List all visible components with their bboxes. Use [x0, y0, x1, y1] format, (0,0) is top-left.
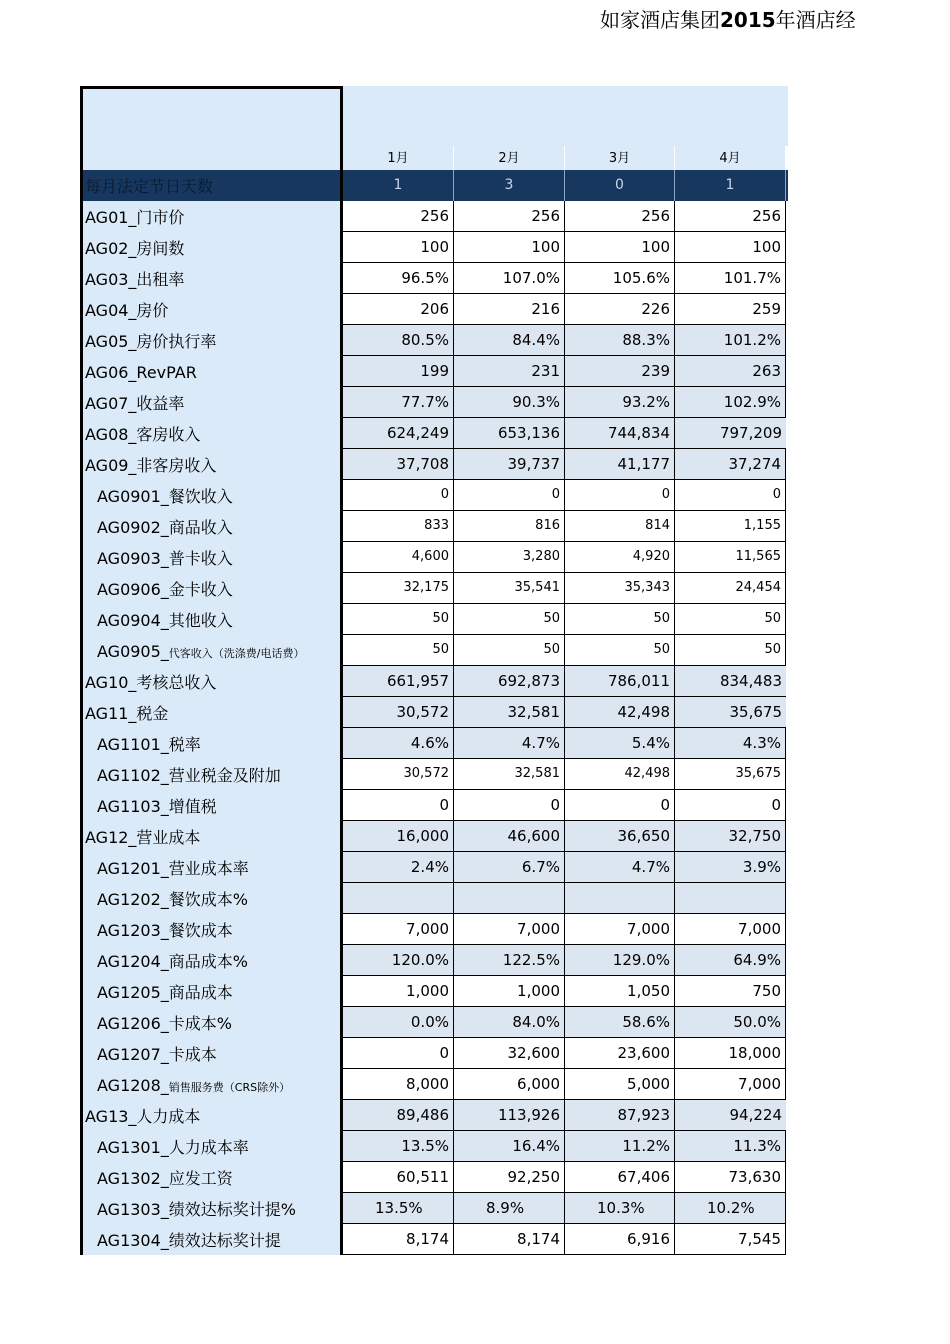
table-cell[interactable]: 84.0% — [454, 1007, 565, 1038]
table-cell[interactable]: 42,498 — [565, 697, 675, 728]
table-row — [80, 635, 788, 666]
table-cell[interactable]: 50 — [675, 604, 786, 635]
table-cell[interactable] — [675, 883, 786, 914]
table-row — [80, 294, 788, 325]
table-cell[interactable]: 0 — [454, 480, 565, 511]
table-row — [80, 1038, 788, 1069]
table-cell[interactable]: 107.0% — [454, 263, 565, 294]
row-label-text: AG07_收益率 — [85, 394, 185, 413]
table-cell[interactable]: 6.7% — [454, 852, 565, 883]
holiday-value[interactable]: 1 — [675, 170, 786, 201]
row-label[interactable] — [80, 356, 343, 387]
table-cell[interactable]: 10.3% — [565, 1193, 675, 1224]
table-cell[interactable]: 0.0% — [343, 1007, 454, 1038]
table-cell[interactable]: 50 — [675, 635, 786, 666]
row-label[interactable] — [80, 511, 343, 542]
table-cell[interactable]: 750 — [675, 976, 786, 1007]
row-label-text: AG0903_普卡收入 — [97, 549, 233, 568]
table-cell[interactable]: 100 — [454, 232, 565, 263]
row-label[interactable] — [80, 852, 343, 883]
table-cell[interactable]: 100 — [675, 232, 786, 263]
table-cell[interactable]: 30,572 — [343, 759, 454, 790]
header-label-cell[interactable] — [80, 86, 343, 146]
table-cell[interactable]: 41,177 — [565, 449, 675, 480]
row-label[interactable] — [80, 914, 343, 945]
table-cell[interactable]: 32,581 — [454, 759, 565, 790]
table-cell[interactable]: 199 — [343, 356, 454, 387]
row-label-text: AG0905_ — [97, 642, 169, 661]
row-label-text: AG1101_税率 — [97, 735, 201, 754]
table-cell[interactable]: 8,174 — [454, 1224, 565, 1255]
table-cell[interactable]: 42,498 — [565, 759, 675, 790]
row-label-text: AG11_税金 — [85, 704, 169, 723]
table-cell[interactable]: 50 — [565, 604, 675, 635]
table-cell[interactable]: 1,000 — [454, 976, 565, 1007]
table-cell[interactable]: 814 — [565, 511, 675, 542]
row-label[interactable] — [80, 976, 343, 1007]
table-cell[interactable]: 84.4% — [454, 325, 565, 356]
row-label[interactable] — [80, 666, 343, 697]
row-label-text: AG12_营业成本 — [85, 828, 201, 847]
row-label-text: AG1301_人力成本率 — [97, 1138, 249, 1157]
table-row — [80, 201, 788, 232]
row-label-text: AG05_房价执行率 — [85, 332, 217, 351]
table-cell[interactable]: 6,916 — [565, 1224, 675, 1255]
row-label[interactable] — [80, 697, 343, 728]
row-label-text: AG1204_商品成本% — [97, 952, 248, 971]
table-cell[interactable]: 786,011 — [565, 666, 675, 697]
row-label-text: AG06_RevPAR — [85, 363, 197, 382]
row-label-text: AG13_人力成本 — [85, 1107, 201, 1126]
table-row — [80, 883, 788, 914]
table-cell[interactable]: 797,209 — [675, 418, 786, 449]
row-label[interactable] — [80, 1100, 343, 1131]
table-cell[interactable]: 50 — [343, 604, 454, 635]
row-label[interactable] — [80, 418, 343, 449]
table-cell[interactable]: 0 — [454, 790, 565, 821]
row-label[interactable] — [80, 821, 343, 852]
table-cell[interactable]: 5.4% — [565, 728, 675, 759]
row-label[interactable] — [80, 1224, 343, 1255]
table-cell[interactable]: 100 — [565, 232, 675, 263]
table-cell[interactable]: 113,926 — [454, 1100, 565, 1131]
table-cell[interactable]: 94,224 — [675, 1100, 786, 1131]
row-label[interactable] — [80, 449, 343, 480]
row-label[interactable] — [80, 232, 343, 263]
table-cell[interactable]: 7,000 — [454, 914, 565, 945]
month-header[interactable]: 4月 — [675, 146, 786, 170]
row-label-text: AG0901_餐饮收入 — [97, 487, 233, 506]
table-cell[interactable]: 13.5% — [343, 1131, 454, 1162]
table-row — [80, 480, 788, 511]
table-cell[interactable]: 5,000 — [565, 1069, 675, 1100]
table-row — [80, 325, 788, 356]
table-row — [80, 852, 788, 883]
row-label-text: AG1303_绩效达标奖计提% — [97, 1200, 296, 1219]
table-cell[interactable]: 96.5% — [343, 263, 454, 294]
table-cell[interactable]: 105.6% — [565, 263, 675, 294]
table-cell[interactable]: 77.7% — [343, 387, 454, 418]
table-cell[interactable]: 4.7% — [454, 728, 565, 759]
table-cell[interactable]: 129.0% — [565, 945, 675, 976]
table-cell[interactable]: 0 — [343, 1038, 454, 1069]
table-row — [80, 1193, 788, 1224]
table-cell[interactable]: 32,600 — [454, 1038, 565, 1069]
table-cell[interactable]: 67,406 — [565, 1162, 675, 1193]
table-cell[interactable]: 18,000 — [675, 1038, 786, 1069]
table-row — [80, 1100, 788, 1131]
row-label-text: AG04_房价 — [85, 301, 169, 320]
table-cell[interactable]: 32,581 — [454, 697, 565, 728]
table-cell[interactable]: 6,000 — [454, 1069, 565, 1100]
holiday-value[interactable]: 0 — [565, 170, 675, 201]
table-cell[interactable]: 58.6% — [565, 1007, 675, 1038]
table-cell[interactable]: 256 — [565, 201, 675, 232]
table-cell[interactable]: 101.7% — [675, 263, 786, 294]
table-cell[interactable]: 11.2% — [565, 1131, 675, 1162]
table-row — [80, 945, 788, 976]
table-cell[interactable]: 259 — [675, 294, 786, 325]
table-cell[interactable]: 93.2% — [565, 387, 675, 418]
holiday-value[interactable]: 3 — [454, 170, 565, 201]
row-label[interactable] — [80, 480, 343, 511]
title-text: 如家酒店集团 — [600, 8, 720, 32]
table-cell[interactable] — [454, 883, 565, 914]
row-label-text: AG1201_营业成本率 — [97, 859, 249, 878]
row-label[interactable] — [80, 542, 343, 573]
table-row — [80, 387, 788, 418]
row-label-text: AG1102_营业税金及附加 — [97, 766, 281, 785]
row-label-text: AG09_非客房收入 — [85, 456, 217, 475]
table-row — [80, 263, 788, 294]
table-cell[interactable]: 24,454 — [675, 573, 786, 604]
table-cell[interactable]: 1,050 — [565, 976, 675, 1007]
row-label[interactable] — [80, 201, 343, 232]
table-cell[interactable]: 4,920 — [565, 542, 675, 573]
table-row — [80, 697, 788, 728]
table-cell[interactable]: 35,343 — [565, 573, 675, 604]
table-row — [80, 976, 788, 1007]
table-cell[interactable]: 1,155 — [675, 511, 786, 542]
table-cell[interactable]: 32,175 — [343, 573, 454, 604]
row-label-text: AG1206_卡成本% — [97, 1014, 232, 1033]
row-label-text: AG1103_增值税 — [97, 797, 217, 816]
month-header[interactable]: 1月 — [343, 146, 454, 170]
table-cell[interactable]: 46,600 — [454, 821, 565, 852]
table-cell[interactable]: 37,708 — [343, 449, 454, 480]
table-cell[interactable]: 16,000 — [343, 821, 454, 852]
table-cell[interactable]: 624,249 — [343, 418, 454, 449]
table-row — [80, 1162, 788, 1193]
table-cell[interactable]: 87,923 — [565, 1100, 675, 1131]
title-suffix: 年酒店经 — [775, 8, 856, 32]
table-row — [80, 449, 788, 480]
holiday-value[interactable]: 1 — [343, 170, 454, 201]
table-row — [80, 914, 788, 945]
row-label[interactable] — [80, 635, 343, 666]
title-year: 2015 — [720, 8, 776, 32]
table-cell[interactable]: 50.0% — [675, 1007, 786, 1038]
table-cell[interactable]: 256 — [454, 201, 565, 232]
month-header-label-cell[interactable] — [80, 146, 343, 170]
table-cell[interactable]: 8.9% — [454, 1193, 565, 1224]
row-label[interactable] — [80, 728, 343, 759]
table-row — [80, 232, 788, 263]
row-label-text: AG10_考核总收入 — [85, 673, 217, 692]
row-label-text: AG1202_餐饮成本% — [97, 890, 248, 909]
table-cell[interactable]: 7,000 — [565, 914, 675, 945]
table-cell[interactable]: 32,750 — [675, 821, 786, 852]
table-row — [80, 790, 788, 821]
table-cell[interactable]: 4.7% — [565, 852, 675, 883]
table-row — [80, 356, 788, 387]
table-cell[interactable]: 50 — [343, 635, 454, 666]
table-cell[interactable]: 73,630 — [675, 1162, 786, 1193]
row-label[interactable] — [80, 945, 343, 976]
month-header[interactable]: 2月 — [454, 146, 565, 170]
table-cell[interactable]: 92,250 — [454, 1162, 565, 1193]
table-cell[interactable]: 90.3% — [454, 387, 565, 418]
table-cell[interactable]: 50 — [454, 604, 565, 635]
table-cell[interactable]: 39,737 — [454, 449, 565, 480]
holiday-row — [80, 170, 788, 201]
table-cell[interactable]: 833 — [343, 511, 454, 542]
table-cell[interactable]: 13.5% — [343, 1193, 454, 1224]
table-cell[interactable]: 16.4% — [454, 1131, 565, 1162]
row-label[interactable] — [80, 1069, 343, 1100]
table-row — [80, 542, 788, 573]
table-cell[interactable]: 35,675 — [675, 697, 786, 728]
table-cell[interactable]: 11,565 — [675, 542, 786, 573]
table-cell[interactable]: 0 — [675, 790, 786, 821]
table-cell[interactable]: 10.2% — [675, 1193, 786, 1224]
table-cell[interactable]: 101.2% — [675, 325, 786, 356]
table-cell[interactable]: 7,000 — [343, 914, 454, 945]
table-row — [80, 1224, 788, 1255]
table-cell[interactable]: 35,675 — [675, 759, 786, 790]
row-label-text: AG1207_卡成本 — [97, 1045, 217, 1064]
table-cell[interactable]: 0 — [343, 790, 454, 821]
row-label[interactable] — [80, 790, 343, 821]
header-block — [80, 86, 788, 146]
table-cell[interactable]: 8,174 — [343, 1224, 454, 1255]
table-cell[interactable]: 4.6% — [343, 728, 454, 759]
table-cell[interactable]: 30,572 — [343, 697, 454, 728]
table-cell[interactable]: 256 — [343, 201, 454, 232]
table-cell[interactable]: 88.3% — [565, 325, 675, 356]
table-cell[interactable]: 7,000 — [675, 1069, 786, 1100]
table-cell[interactable]: 80.5% — [343, 325, 454, 356]
table-cell[interactable]: 256 — [675, 201, 786, 232]
table-cell[interactable]: 50 — [454, 635, 565, 666]
row-label-text: AG1208_ — [97, 1076, 169, 1095]
table-row — [80, 511, 788, 542]
report-title — [600, 4, 856, 33]
title-cell[interactable] — [343, 86, 788, 146]
table-row — [80, 666, 788, 697]
holiday-label[interactable]: 每月法定节日天数 — [80, 170, 343, 201]
row-label[interactable] — [80, 1038, 343, 1069]
table-cell[interactable]: 2.4% — [343, 852, 454, 883]
row-label-text: AG01_门市价 — [85, 208, 185, 227]
row-label-note: 销售服务费（CRS除外） — [168, 1081, 291, 1094]
table-row — [80, 759, 788, 790]
row-label-text: AG1304_绩效达标奖计提 — [97, 1231, 281, 1250]
table-cell[interactable]: 1,000 — [343, 976, 454, 1007]
table-cell[interactable]: 3.9% — [675, 852, 786, 883]
table-cell[interactable]: 263 — [675, 356, 786, 387]
table-cell[interactable]: 3,280 — [454, 542, 565, 573]
table-cell[interactable]: 7,545 — [675, 1224, 786, 1255]
row-label[interactable] — [80, 1162, 343, 1193]
row-label-text: AG1302_应发工资 — [97, 1169, 233, 1188]
table-row — [80, 604, 788, 635]
row-label-text: AG03_出租率 — [85, 270, 185, 289]
table-cell[interactable]: 834,483 — [675, 666, 786, 697]
table-cell[interactable]: 102.9% — [675, 387, 786, 418]
row-label-text: AG08_客房收入 — [85, 425, 201, 444]
table-cell[interactable]: 0 — [565, 790, 675, 821]
table-cell[interactable]: 35,541 — [454, 573, 565, 604]
table-row — [80, 1069, 788, 1100]
row-label-text: AG1205_商品成本 — [97, 983, 233, 1002]
row-label-text: AG0904_其他收入 — [97, 611, 233, 630]
table-cell[interactable]: 36,650 — [565, 821, 675, 852]
table-row — [80, 573, 788, 604]
row-label[interactable] — [80, 387, 343, 418]
row-label[interactable] — [80, 573, 343, 604]
table-cell[interactable]: 226 — [565, 294, 675, 325]
table-cell[interactable]: 11.3% — [675, 1131, 786, 1162]
row-label-text: AG02_房间数 — [85, 239, 185, 258]
table-cell[interactable]: 816 — [454, 511, 565, 542]
table-cell[interactable]: 4,600 — [343, 542, 454, 573]
table-cell[interactable]: 120.0% — [343, 945, 454, 976]
table-cell[interactable]: 0 — [343, 480, 454, 511]
table-row — [80, 418, 788, 449]
table-cell[interactable]: 653,136 — [454, 418, 565, 449]
table-cell[interactable]: 0 — [675, 480, 786, 511]
month-header[interactable]: 3月 — [565, 146, 675, 170]
row-label[interactable] — [80, 263, 343, 294]
table-cell[interactable]: 661,957 — [343, 666, 454, 697]
table-cell[interactable]: 23,600 — [565, 1038, 675, 1069]
table-cell[interactable]: 744,834 — [565, 418, 675, 449]
row-label-text: AG0906_金卡收入 — [97, 580, 233, 599]
row-label[interactable] — [80, 883, 343, 914]
table-cell[interactable]: 231 — [454, 356, 565, 387]
table-cell[interactable]: 7,000 — [675, 914, 786, 945]
table-row — [80, 821, 788, 852]
table-cell[interactable] — [565, 883, 675, 914]
row-label-text: AG0902_商品收入 — [97, 518, 233, 537]
row-label[interactable] — [80, 759, 343, 790]
table-cell[interactable]: 0 — [565, 480, 675, 511]
table-cell[interactable]: 4.3% — [675, 728, 786, 759]
table-cell[interactable]: 239 — [565, 356, 675, 387]
table-cell[interactable]: 60,511 — [343, 1162, 454, 1193]
table-cell[interactable]: 37,274 — [675, 449, 786, 480]
table-cell[interactable]: 692,873 — [454, 666, 565, 697]
table-cell[interactable]: 64.9% — [675, 945, 786, 976]
table-cell[interactable]: 122.5% — [454, 945, 565, 976]
month-header-row — [80, 146, 788, 170]
row-label[interactable] — [80, 1193, 343, 1224]
table-cell[interactable]: 50 — [565, 635, 675, 666]
table-cell[interactable]: 8,000 — [343, 1069, 454, 1100]
row-label[interactable] — [80, 325, 343, 356]
table-row — [80, 1007, 788, 1038]
table-cell[interactable] — [343, 883, 454, 914]
table-row — [80, 1131, 788, 1162]
row-label[interactable] — [80, 294, 343, 325]
row-label-note: 代客收入（洗涤费/电话费） — [168, 647, 305, 660]
table-row — [80, 728, 788, 759]
table-cell[interactable]: 89,486 — [343, 1100, 454, 1131]
row-label-text: AG1203_餐饮成本 — [97, 921, 233, 940]
table-cell[interactable]: 100 — [343, 232, 454, 263]
table-cell[interactable]: 206 — [343, 294, 454, 325]
table-cell[interactable]: 216 — [454, 294, 565, 325]
row-label[interactable] — [80, 1007, 343, 1038]
row-label[interactable] — [80, 604, 343, 635]
row-label[interactable] — [80, 1131, 343, 1162]
